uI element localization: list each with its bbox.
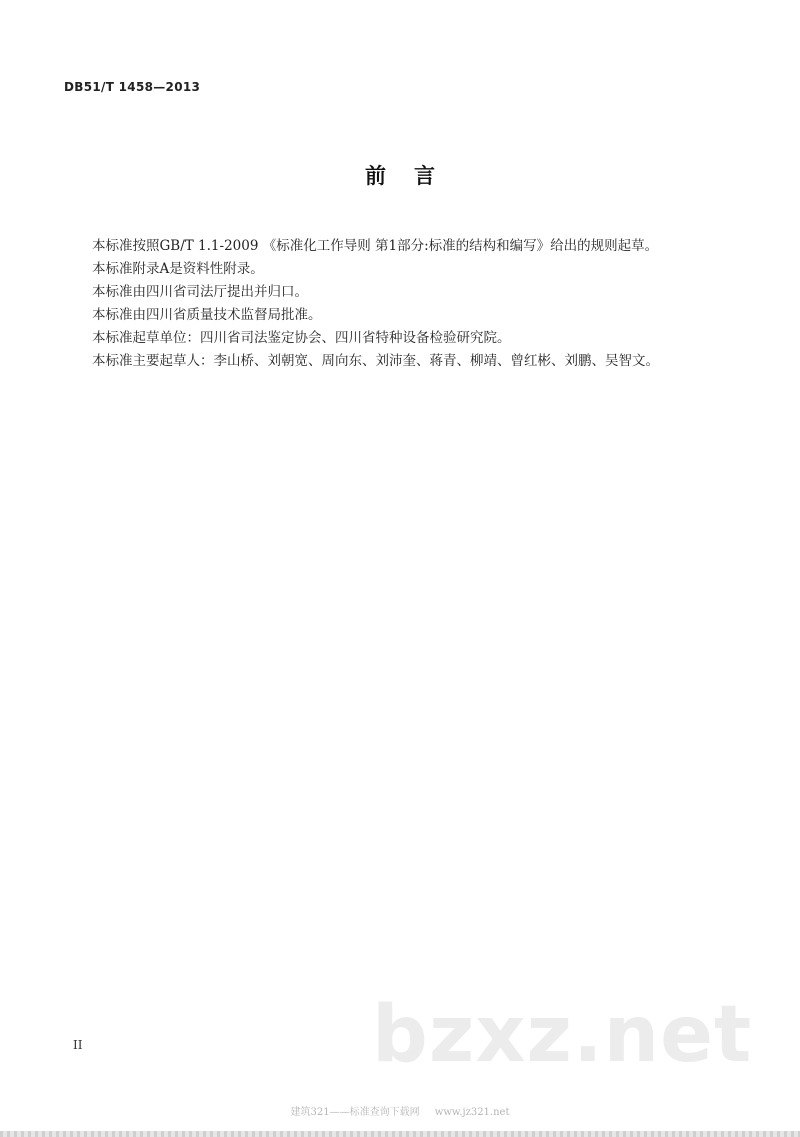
paragraph-appendix: 本标准附录A是资料性附录。	[92, 261, 264, 277]
document-code: DB51/T 1458—2013	[64, 80, 201, 94]
paragraph-drafting-units: 本标准起草单位：四川省司法鉴定协会、四川省特种设备检验研究院。	[92, 330, 511, 346]
page-title: 前言	[365, 164, 463, 188]
page-bottom-edge	[0, 1131, 800, 1137]
paragraph-approver: 本标准由四川省质量技术监督局批准。	[92, 307, 322, 323]
footer-site-name: 建筑321——标准查询下载网	[290, 1107, 420, 1118]
paragraph-drafting-rules: 本标准按照GB/T 1.1-2009 《标准化工作导则 第1部分:标准的结构和编写》给出的规则起草。	[92, 238, 659, 254]
paragraph-drafters: 本标准主要起草人：李山桥、刘朝宽、周向东、刘沛奎、蒋青、柳靖、曾红彬、刘鹏、吴智文。	[92, 353, 659, 369]
page-number: II	[73, 1038, 83, 1052]
footer-site-url: www.jz321.net	[434, 1107, 510, 1118]
footer-watermark	[0, 1103, 800, 1118]
watermark-logo: bzxz.net	[372, 990, 753, 1080]
paragraph-proposer: 本标准由四川省司法厅提出并归口。	[92, 284, 308, 300]
foreword-body	[92, 235, 732, 373]
